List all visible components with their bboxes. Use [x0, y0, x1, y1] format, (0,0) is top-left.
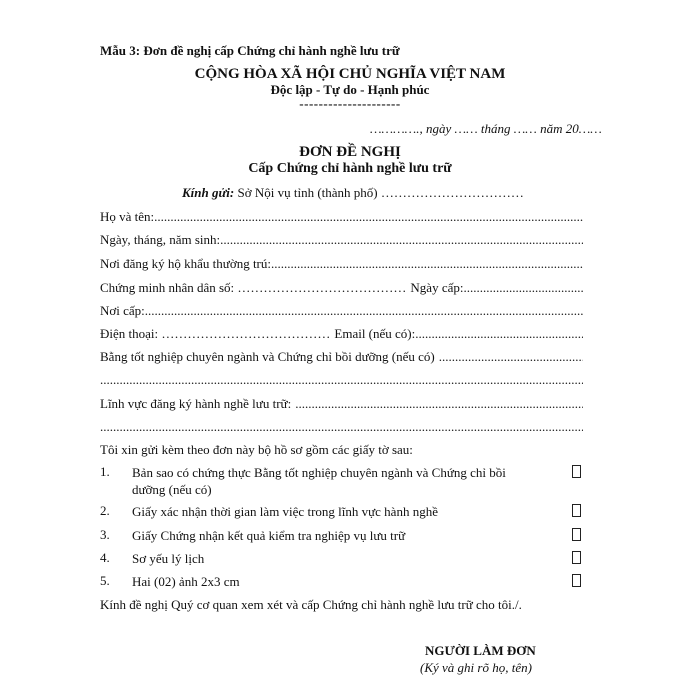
degree-blank[interactable] [439, 349, 583, 365]
form-number: Mẫu 3: Đơn đề nghị cấp Chứng chỉ hành nghề lưu trữ [100, 43, 400, 58]
issue-place-label: Nơi cấp: [100, 303, 145, 318]
practice-continued-line[interactable] [100, 419, 583, 435]
attachment-text: Sơ yếu lý lịch [132, 551, 205, 566]
attachment-checkbox[interactable] [572, 574, 581, 587]
attachments-intro: Tôi xin gửi kèm theo đơn này bộ hồ sơ gồm các giấy tờ sau: [100, 442, 413, 457]
recipient-label: Kính gửi: [182, 185, 235, 200]
residence-label: Nơi đăng ký hộ khẩu thường trú: [100, 256, 271, 271]
doc-title: ĐƠN ĐỀ NGHỊ [299, 144, 401, 160]
attachment-number: 1. [100, 464, 110, 479]
email-blank[interactable] [415, 326, 583, 342]
attachment-text: Hai (02) ảnh 2x3 cm [132, 574, 240, 589]
full-name-blank[interactable] [154, 209, 583, 225]
residence-blank[interactable] [271, 256, 583, 272]
issue-place-blank[interactable] [145, 303, 583, 319]
attachment-checkbox[interactable] [572, 465, 581, 478]
attachment-checkbox[interactable] [572, 551, 581, 564]
practice-label: Lĩnh vực đăng ký hành nghề lưu trữ: [100, 396, 292, 411]
degree-continued-line[interactable] [100, 372, 583, 388]
attachment-number: 2. [100, 503, 110, 518]
motto: Độc lập - Tự do - Hạnh phúc [270, 82, 430, 97]
recipient-value: Sở Nội vụ tỉnh (thành phố) …………………………… [237, 185, 524, 200]
id-number-field[interactable] [100, 280, 583, 296]
email-label: Email (nếu có): [334, 326, 416, 341]
attachment-number: 3. [100, 527, 110, 542]
separator: --------------------- [299, 96, 401, 111]
closing-request: Kính đề nghị Quý cơ quan xem xét và cấp Chứng chỉ hành nghề lưu trữ cho tôi./. [100, 597, 522, 612]
phone-field[interactable] [100, 326, 583, 342]
issue-date-label: Ngày cấp: [410, 280, 464, 295]
attachment-text: Giấy Chứng nhận kết quả kiểm tra nghiệp vụ lưu trữ [132, 528, 406, 543]
issue-date-blank[interactable] [463, 280, 583, 296]
degree-blank-2[interactable] [100, 372, 583, 388]
attachment-checkbox[interactable] [572, 504, 581, 517]
practice-blank[interactable] [295, 396, 583, 412]
signer-note: (Ký và ghi rõ họ, tên) [420, 660, 532, 675]
attachment-number: 4. [100, 550, 110, 565]
date-line: …………., ngày …… tháng …… năm 20…… [370, 121, 602, 136]
practice-blank-2[interactable] [100, 419, 583, 435]
attachment-text: Giấy xác nhận thời gian làm việc trong lĩnh vực hành nghề [132, 504, 438, 519]
degree-field[interactable] [100, 349, 583, 365]
recipient-line [182, 185, 524, 201]
full-name-label: Họ và tên: [100, 209, 155, 224]
practice-field[interactable] [100, 396, 583, 412]
degree-label: Bằng tốt nghiệp chuyên ngành và Chứng chỉ bồi dưỡng (nếu có) [100, 349, 435, 364]
attachment-number: 5. [100, 573, 110, 588]
residence-field[interactable] [100, 256, 583, 272]
dob-blank[interactable] [220, 232, 583, 248]
attachment-text: Bản sao có chứng thực Bằng tốt nghiệp chuyên ngành và Chứng chỉ bồi dưỡng (nếu có) [132, 465, 506, 497]
signer-title: NGƯỜI LÀM ĐƠN [425, 643, 536, 658]
full-name-field[interactable] [100, 209, 583, 225]
national-title: CỘNG HÒA XÃ HỘI CHỦ NGHĨA VIỆT NAM [194, 66, 506, 82]
phone-label: Điện thoại: ………………………………… [100, 326, 331, 341]
attachment-checkbox[interactable] [572, 528, 581, 541]
issue-place-field[interactable] [100, 303, 583, 319]
id-number-label: Chứng minh nhân dân số: ………………………………… [100, 280, 407, 295]
dob-label: Ngày, tháng, năm sinh: [100, 232, 221, 247]
dob-field[interactable] [100, 232, 583, 248]
doc-subtitle: Cấp Chứng chỉ hành nghề lưu trữ [248, 161, 452, 176]
